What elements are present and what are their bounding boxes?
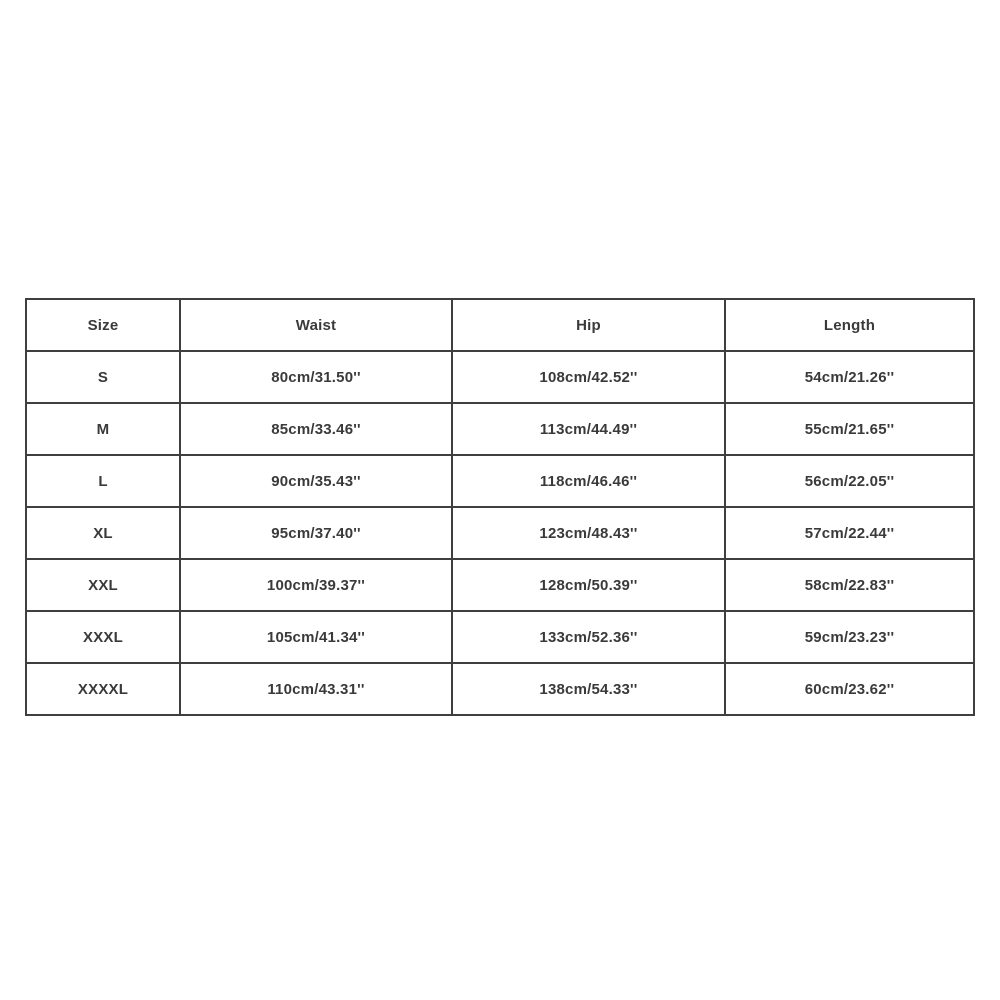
table-row — [26, 507, 974, 559]
waist-cell: 80cm/31.50'' — [180, 351, 452, 403]
hip-cell: 128cm/50.39'' — [452, 559, 725, 611]
table-row — [26, 455, 974, 507]
waist-cell: 95cm/37.40'' — [180, 507, 452, 559]
waist-cell: 110cm/43.31'' — [180, 663, 452, 715]
length-cell: 59cm/23.23'' — [725, 611, 974, 663]
size-cell: L — [26, 455, 180, 507]
table-row — [26, 611, 974, 663]
size-cell: XXL — [26, 559, 180, 611]
hip-cell: 108cm/42.52'' — [452, 351, 725, 403]
size-cell: XL — [26, 507, 180, 559]
length-cell: 57cm/22.44'' — [725, 507, 974, 559]
size-chart-body — [26, 351, 974, 715]
length-cell: 54cm/21.26'' — [725, 351, 974, 403]
length-cell: 58cm/22.83'' — [725, 559, 974, 611]
waist-cell: 105cm/41.34'' — [180, 611, 452, 663]
table-row — [26, 403, 974, 455]
waist-cell: 100cm/39.37'' — [180, 559, 452, 611]
size-cell: S — [26, 351, 180, 403]
size-cell: XXXXL — [26, 663, 180, 715]
size-chart — [25, 298, 973, 698]
column-header-size: Size — [26, 299, 180, 351]
size-cell: M — [26, 403, 180, 455]
table-row — [26, 663, 974, 715]
length-cell: 55cm/21.65'' — [725, 403, 974, 455]
hip-cell: 123cm/48.43'' — [452, 507, 725, 559]
size-chart-table — [25, 298, 975, 716]
column-header-length: Length — [725, 299, 974, 351]
length-cell: 60cm/23.62'' — [725, 663, 974, 715]
column-header-hip: Hip — [452, 299, 725, 351]
header-row — [26, 299, 974, 351]
hip-cell: 133cm/52.36'' — [452, 611, 725, 663]
size-chart-header — [26, 299, 974, 351]
waist-cell: 85cm/33.46'' — [180, 403, 452, 455]
length-cell: 56cm/22.05'' — [725, 455, 974, 507]
table-row — [26, 351, 974, 403]
table-row — [26, 559, 974, 611]
waist-cell: 90cm/35.43'' — [180, 455, 452, 507]
hip-cell: 118cm/46.46'' — [452, 455, 725, 507]
hip-cell: 138cm/54.33'' — [452, 663, 725, 715]
hip-cell: 113cm/44.49'' — [452, 403, 725, 455]
column-header-waist: Waist — [180, 299, 452, 351]
size-cell: XXXL — [26, 611, 180, 663]
